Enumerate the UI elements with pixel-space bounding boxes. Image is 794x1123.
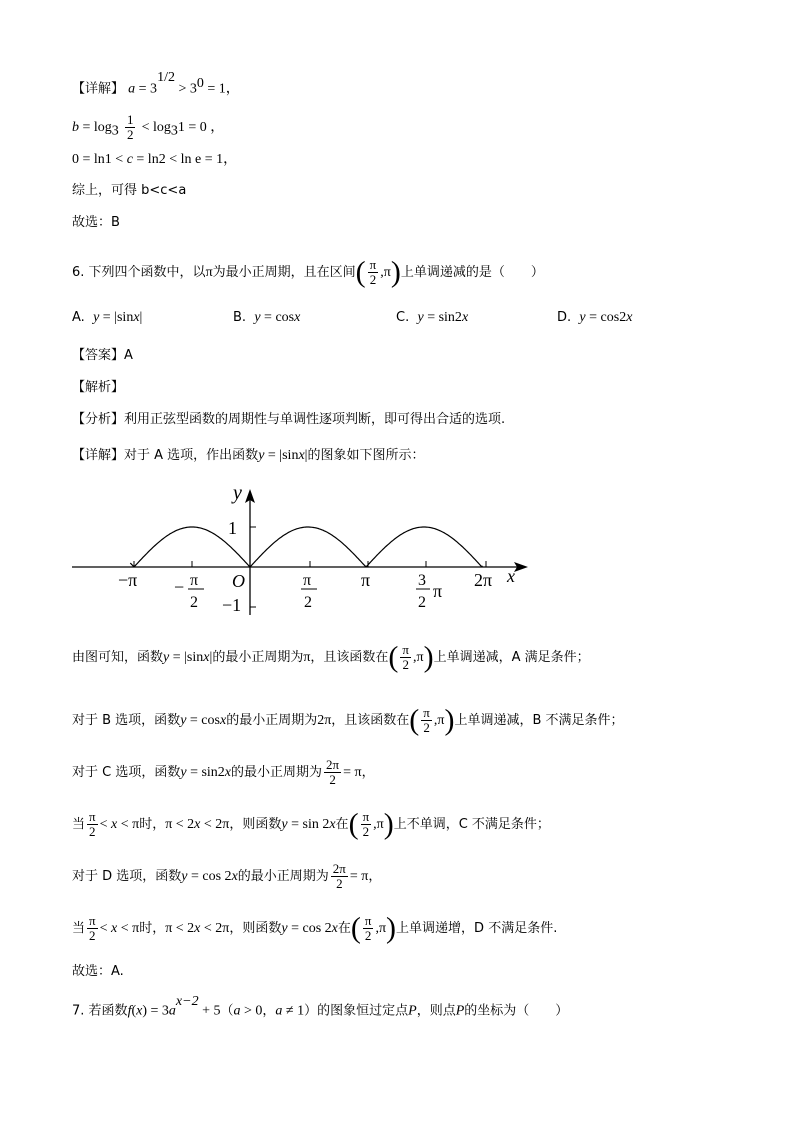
q6-option-d: D. y = cos2x (557, 310, 633, 325)
y-axis-label: y (233, 485, 242, 504)
tick-label-minus-pi: −π (118, 570, 138, 590)
tick-label-2pi: 2π (474, 570, 493, 590)
line-a: 由图可知，函数y = |sinx|的最小正周期为π，且该函数在( $\frac{\pi}{2}$ ,π)上单调递减，A 满足条件； (72, 640, 590, 674)
tick-label-minus-1: −1 (222, 595, 242, 615)
tick-label-three-half-pi (416, 572, 442, 611)
q6-option-b: B. y = cosx (233, 310, 301, 325)
q6-option-a: A. y = |sinx| (72, 310, 143, 325)
tick-label-minus-pi-half (174, 572, 204, 611)
x-axis-label: x (507, 566, 515, 586)
svg-text:π: π (190, 572, 199, 589)
tick-label-pi: π (361, 570, 371, 590)
svg-text:2: 2 (190, 594, 198, 611)
svg-text:2: 2 (418, 594, 426, 611)
svg-text:−: − (174, 577, 185, 597)
prev-detail-b: $b = \log_3$ $\frac{1}{2}$ < $\log_31 = 0$ ， (72, 112, 225, 142)
abs-sin-graph (70, 485, 540, 620)
prev-summary: 综上，可得 b<c<a (72, 183, 187, 198)
prev-choice: 故选：B (72, 215, 120, 230)
q6-stem: 6. 下列四个函数中，以π为最小正周期，且在区间( $\frac{\pi}{2}$ ,π)上单调递减的是（ ） (72, 255, 544, 289)
tick-label-1: 1 (228, 518, 237, 538)
svg-text:3: 3 (418, 572, 426, 589)
q6-answer: 【答案】A (72, 348, 133, 363)
svg-text:π: π (433, 581, 443, 601)
svg-text:π: π (303, 572, 312, 589)
detail-tag: 【详解】 (72, 81, 125, 97)
prev-detail-c: 0 = ln1 < c = ln2 < ln e = 1， (72, 152, 238, 167)
svg-text:2: 2 (304, 594, 312, 611)
q7-stem: 7. 若函数$f(x) = 3a^{x-2} + 5(a > 0$，a ≠ 1）的图象恒过定点P，则点P的坐标为（ ） (72, 994, 569, 1019)
line-b: 对于 B 选项，函数y = cosx的最小正周期为2π，且该函数在( $\frac{\pi}{2}$ ,π)上单调递减，B 不满足条件； (72, 703, 624, 737)
q6-analysis-tag: 【解析】 (72, 380, 125, 395)
tick-label-pi-half (301, 572, 317, 611)
line-c: 对于 C 选项，函数y = sin2x的最小正周期为 $\frac{2\pi}{2}$ = π， (72, 757, 375, 787)
line-d2: 当 $\frac{\pi}{2}$ < x < π时，π < 2x < 2π，则函数y = cos 2x在( $\frac{\pi}{2}$ ,π)上单调递增，D 不满足条件. (72, 911, 558, 945)
q6-option-c: C. y = sin2x (396, 310, 469, 325)
line-c2: 当 $\frac{\pi}{2}$ < x < π时，π < 2x < 2π，则函数y = sin 2x在( $\frac{\pi}{2}$ ,π)上不单调，C 不满足条件； (72, 807, 550, 841)
q6-fenxi: 【分析】利用正弦型函数的周期性与单调性逐项判断，即可得出合适的选项. (72, 412, 506, 427)
final-choice: 故选：A. (72, 964, 124, 979)
prev-detail-a: 【详解】 $a = 3^{1/2} > 3^0 = 1$， (72, 70, 240, 97)
line-d: 对于 D 选项，函数y = cos 2x的最小正周期为 $\frac{2\pi}{2}$ = π， (72, 861, 382, 891)
q6-detail: 【详解】对于 A 选项，作出函数y = |sinx|的图象如下图所示： (72, 448, 425, 463)
origin-label: O (232, 571, 245, 591)
abs-sin-curve (130, 527, 482, 567)
